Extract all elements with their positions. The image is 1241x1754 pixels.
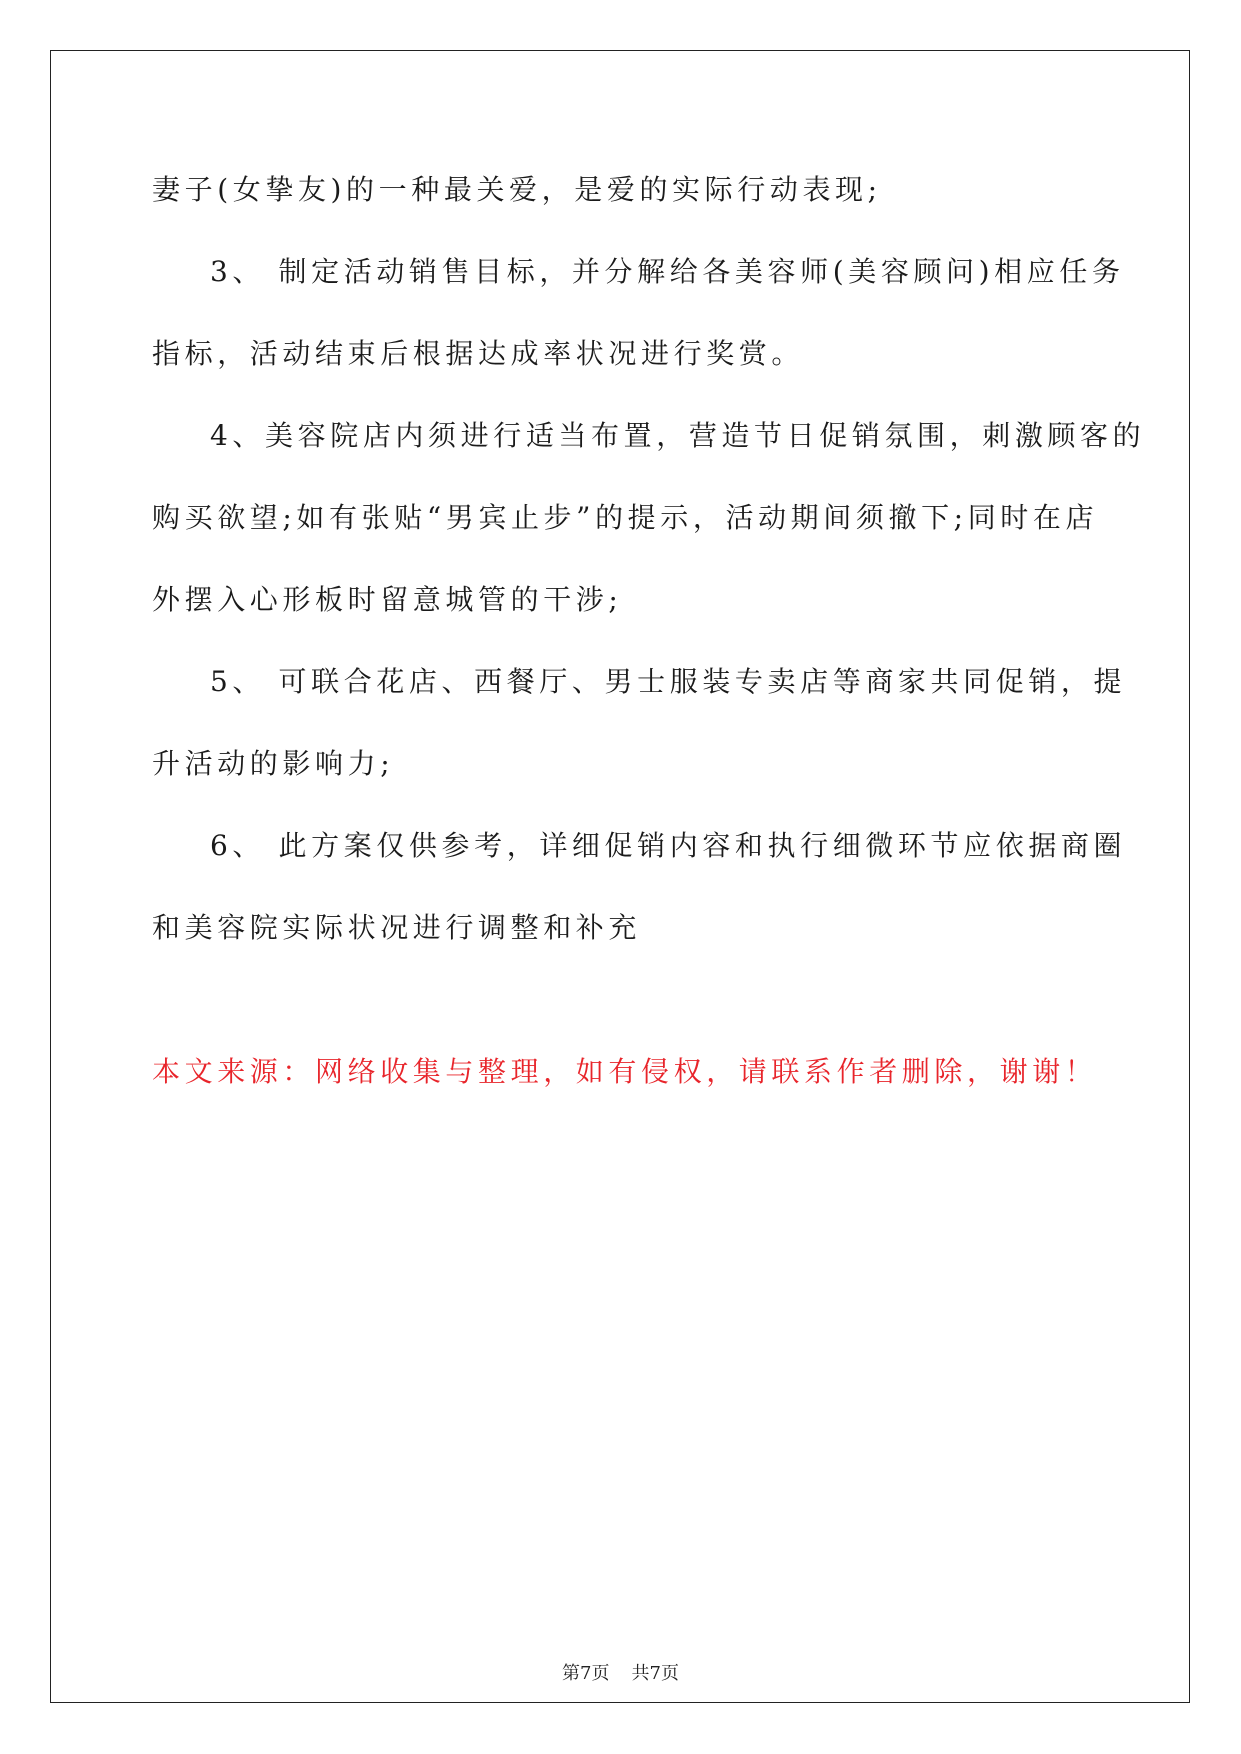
- paragraph-line-6: 外摆入心形板时留意城管的干涉;: [152, 583, 623, 616]
- page-border: [50, 50, 1190, 1703]
- page-number-total: 共7页: [631, 1663, 679, 1684]
- page-footer: [0, 1662, 1241, 1686]
- paragraph-line-5: 购买欲望;如有张贴“男宾止步”的提示，活动期间须撤下;同时在店: [152, 501, 1099, 534]
- paragraph-line-9: 6、 此方案仅供参考，详细促销内容和执行细微环节应依据商圈: [210, 829, 1127, 862]
- source-note: 本文来源：网络收集与整理，如有侵权，请联系作者删除，谢谢！: [152, 1055, 1098, 1088]
- paragraph-line-10: 和美容院实际状况进行调整和补充: [152, 911, 642, 944]
- paragraph-line-3: 指标，活动结束后根据达成率状况进行奖赏。: [152, 337, 805, 370]
- paragraph-line-2: 3、 制定活动销售目标，并分解给各美容师(美容顾问)相应任务: [210, 255, 1125, 288]
- page-number-current: 第7页: [562, 1663, 610, 1684]
- paragraph-line-4: 4、美容院店内须进行适当布置，营造节日促销氛围，刺激顾客的: [210, 419, 1146, 452]
- paragraph-line-8: 升活动的影响力;: [152, 747, 395, 780]
- paragraph-line-1: 妻子(女挚友)的一种最关爱，是爱的实际行动表现;: [152, 173, 882, 206]
- paragraph-line-7: 5、 可联合花店、西餐厅、男士服装专卖店等商家共同促销，提: [210, 665, 1127, 698]
